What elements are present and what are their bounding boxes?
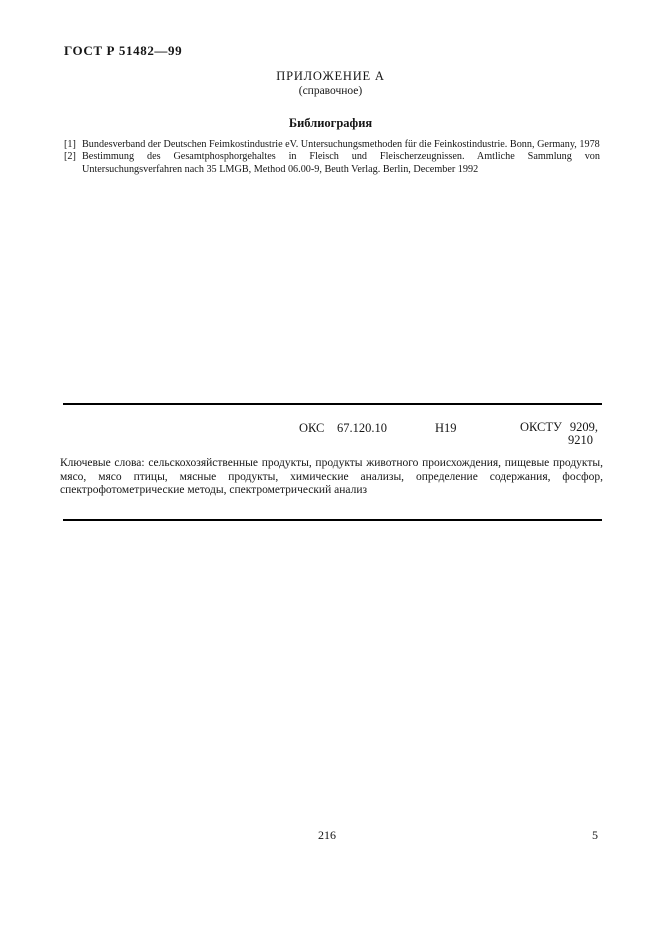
bibliography-entry [64,151,600,176]
okstu-value-1: 9209, [569,420,598,434]
horizontal-rule-upper [63,403,602,405]
bibliography-list [64,139,600,176]
bibliography-entry-text: Bundesverband der Deutschen Feimkostindustrie eV. Untersuchungsmethoden für die Feinkostindustrie. Bonn, Germany, 1978 [82,139,600,150]
oks-label: ОКС [299,421,325,435]
bibliography-title: Библиография [288,116,373,130]
group-code: Н19 [435,421,457,435]
keywords-paragraph: Ключевые слова: сельскохозяйственные продукты, продукты животного происхождения, пищевые продукты, мясо, мясо птицы, мясные продукты, химические анализы, определение содержания, фосфор, спектрофотометрические методы, спектрометрический анализ [60,457,603,497]
oks-value: 67.120.10 [337,421,387,435]
page-number: 216 [318,828,336,842]
bibliography-entry-text: Bestimmung des Gesamtphosphorgehaltes in Fleisch und Fleischerzeugnissen. Amtliche Sammlung von Untersuchungsverfahren nach 35 LMGB, Method 06.00-9, Beuth Verlag. Berlin, December 1992 [82,151,600,175]
okstu-block [520,421,598,447]
okstu-label: ОКСТУ [519,420,562,434]
bibliography-entry-marker: [2] [64,151,76,163]
appendix-subtitle: (справочное) [298,85,363,97]
okstu-value-2: 9210 [568,433,593,447]
document-code: ГОСТ Р 51482—99 [64,43,183,58]
horizontal-rule-lower [63,519,602,521]
appendix-heading [0,69,661,97]
sheet-number: 5 [592,828,598,842]
bibliography-entry [64,139,600,151]
bibliography-entry-marker: [1] [64,139,76,150]
appendix-title: ПРИЛОЖЕНИЕ А [276,69,385,83]
